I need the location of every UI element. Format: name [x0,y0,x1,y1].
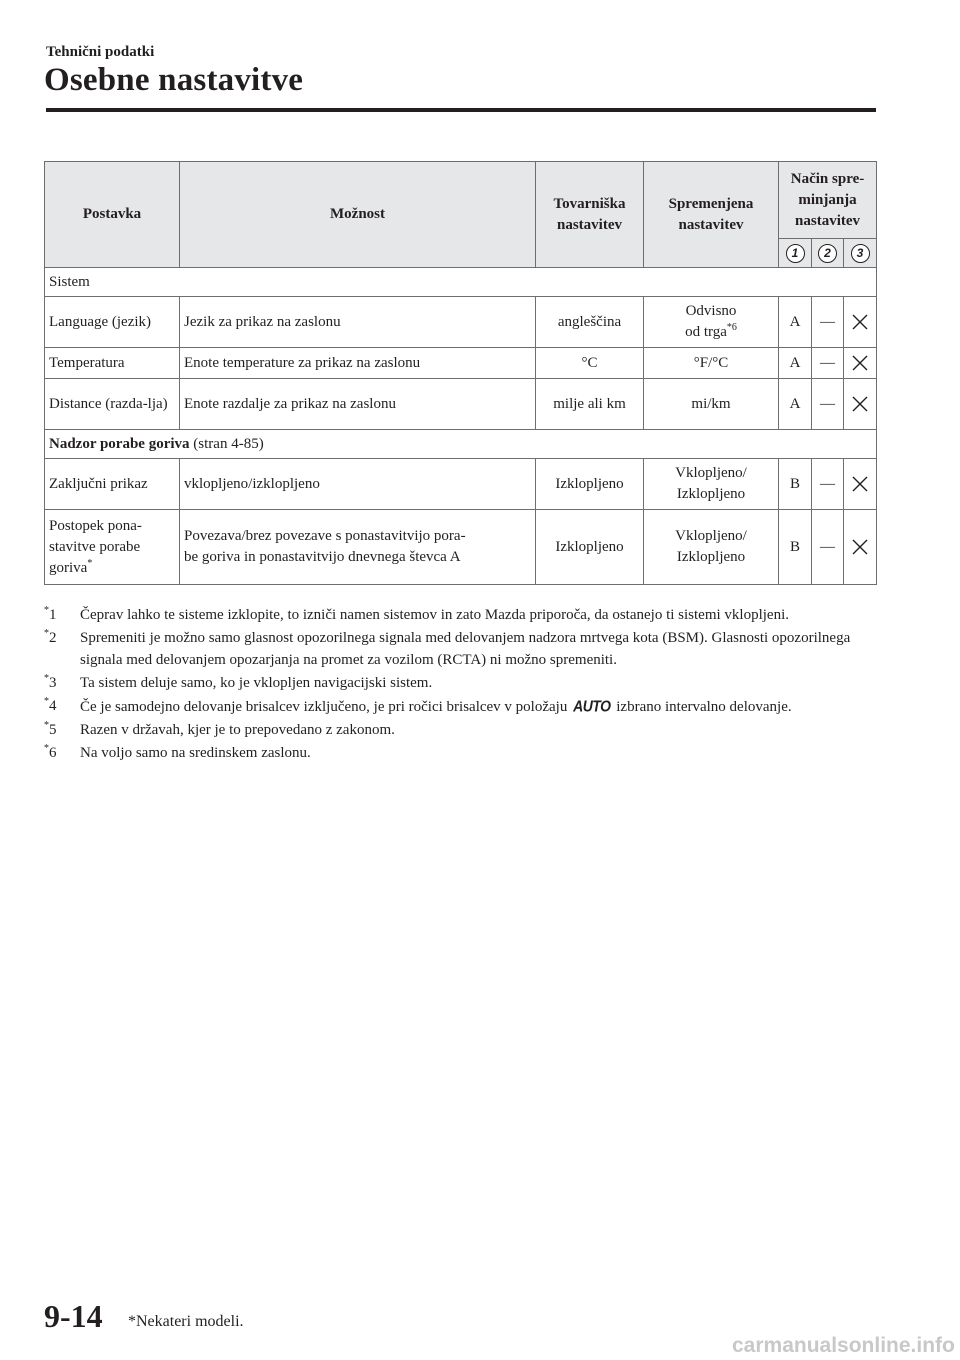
not-available-cross-icon [851,538,869,556]
cell-mode-1: B [779,459,812,510]
cell-mode-2: — [812,379,844,430]
cell-factory: °C [536,348,644,379]
title-rule [46,108,876,112]
cell-mode-2: — [812,510,844,585]
footnote-3 [44,672,864,694]
cell-changed: °F/°C [644,348,779,379]
cell-mode-3 [844,459,877,510]
changed-line1: Vklopljeno/ [675,528,747,544]
footnote-4 [44,695,864,718]
footnote-ref: *6 [726,322,737,333]
changed-line1: Vklopljeno/ [675,465,747,481]
cell-mode-3 [844,379,877,430]
table-row [45,459,877,510]
cell-mode-2: — [812,459,844,510]
not-available-cross-icon [851,313,869,331]
settings-table [44,161,877,585]
item-line1: Postopek pona- [49,517,142,534]
cell-option: Enote temperature za prikaz na zaslonu [180,348,536,379]
changed-line2: Izklopljeno [676,549,746,565]
table-row [45,348,877,379]
footnote-text: Ta sistem deluje samo, ko je vklopljen navigacijski sistem. [80,675,433,691]
not-available-cross-icon [851,475,869,493]
header-changed: Spremenjena nastavitev [644,162,779,268]
footnote-mark: *2 [44,628,57,646]
cell-changed: mi/km [644,379,779,430]
group-fuel [45,430,877,459]
header-item: Postavka [45,162,180,268]
cell-factory: Izklopljeno [536,459,644,510]
auto-wiper-icon: AUTO [573,696,611,716]
footnote-text-after: izbrano intervalno delovanje. [612,699,792,715]
cell-changed [644,297,779,348]
cell-item [45,510,180,585]
group-fuel-title: Nadzor porabe goriva [49,435,190,452]
cell-item: Distance (razda-lja) [45,379,180,430]
cell-item: Language (jezik) [45,297,180,348]
footnote-mark: *4 [44,696,57,714]
footnote-6 [44,742,864,764]
cell-mode-3 [844,297,877,348]
mode-num-2: 2 [812,239,844,268]
page-note: *Nekateri modeli. [128,1313,244,1330]
group-fuel-ref: (stran 4-85) [189,435,264,452]
header-option: Možnost [180,162,536,268]
changed-line2: Izklopljeno [676,486,746,502]
changed-line1: Odvisno [685,303,737,319]
not-available-cross-icon [851,395,869,413]
footnotes [44,604,864,765]
option-line2: be goriva in ponastavitvijo dnevnega števca A [184,549,461,565]
table-row [45,510,877,585]
cell-changed [644,510,779,585]
cell-factory: milje ali km [536,379,644,430]
cell-item: Temperatura [45,348,180,379]
footnote-mark: *3 [44,673,57,691]
page-title: Osebne nastavitve [44,62,304,98]
header-factory: Tovarniška nastavitev [536,162,644,268]
cell-mode-1: A [779,348,812,379]
cell-factory: angleščina [536,297,644,348]
footnote-5 [44,719,864,741]
page-number: 9-14 [44,1298,103,1334]
footnote-mark: *1 [44,605,57,623]
item-line3: goriva [49,559,88,576]
footnote-text-before: Če je samodejno delovanje brisalcev izključeno, je pri ročici brisalcev v položaju [80,699,572,715]
footnote-mark: *5 [44,720,57,738]
table-header-row [45,162,877,239]
cell-mode-3 [844,348,877,379]
footnote-text: Razen v državah, kjer je to prepovedano z zakonom. [80,722,395,738]
footnote-ref: * [87,557,93,569]
table-row [45,297,877,348]
cell-item: Zaključni prikaz [45,459,180,510]
cell-option: Jezik za prikaz na zaslonu [180,297,536,348]
not-available-cross-icon [851,354,869,372]
header-mode: Način spre-minjanja nastavitev [779,162,877,239]
footnote-text: Čeprav lahko te sisteme izklopite, to izniči namen sistemov in zato Mazda priporoča, da ostanejo ti sistemi vklopljeni. [80,607,789,623]
cell-option [180,510,536,585]
cell-changed [644,459,779,510]
footnote-text: Spremeniti je možno samo glasnost opozorilnega signala med delovanjem nadzora mrtvega kota (BSM). Glasnosti opozorilnega signala med delovanjem opozarjanja na promet za vozilom (RCTA) ni možno spremeniti. [80,630,851,668]
changed-line2: od trga [685,324,727,340]
footnote-text: Na voljo samo na sredinskem zaslonu. [80,745,311,761]
group-sistem: Sistem [45,268,877,297]
footnote-2 [44,627,864,671]
cell-mode-2: — [812,297,844,348]
cell-mode-1: B [779,510,812,585]
cell-mode-1: A [779,297,812,348]
section-label: Tehnični podatki [46,44,155,60]
cell-factory: Izklopljeno [536,510,644,585]
cell-mode-2: — [812,348,844,379]
option-line1: Povezava/brez povezave s ponastavitvijo pora- [184,528,466,544]
group-row-fuel [45,430,877,459]
cell-mode-1: A [779,379,812,430]
cell-option: vklopljeno/izklopljeno [180,459,536,510]
watermark: carmanualsonline.info [732,1334,955,1357]
cell-mode-3 [844,510,877,585]
footnote-1 [44,604,864,626]
footnote-mark: *6 [44,743,57,761]
mode-num-3: 3 [844,239,877,268]
mode-num-1: 1 [779,239,812,268]
item-line2: stavitve porabe [49,538,141,555]
group-row-sistem [45,268,877,297]
cell-option: Enote razdalje za prikaz na zaslonu [180,379,536,430]
table-row [45,379,877,430]
